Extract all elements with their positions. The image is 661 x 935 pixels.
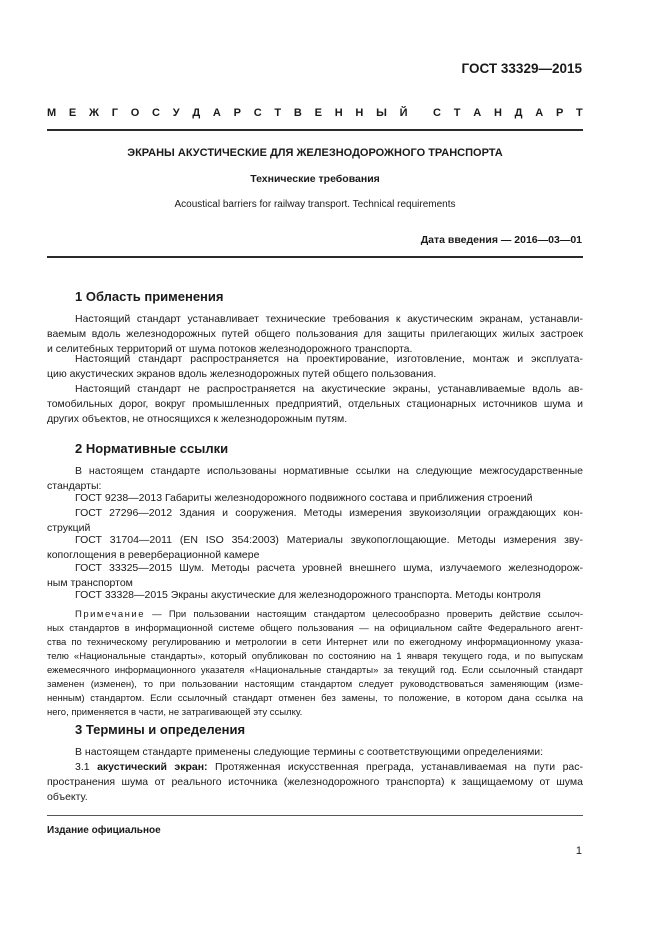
reference-gost-33325: ГОСТ 33325—2015 Шум. Методы расчета уровней внешнего шума, излучаемого железнодорож- <box>75 562 583 574</box>
note-line: ных стандартов в информационной системе общего пользования — на официальном сайте Федерального агент- <box>47 623 583 634</box>
page-number: 1 <box>575 845 582 857</box>
term-definition-line <box>75 760 583 775</box>
banner-letter: А <box>212 107 221 119</box>
banner-letter: Ы <box>376 107 387 119</box>
reference-gost-9238: ГОСТ 9238—2013 Габариты железнодорожного подвижного состава и приближения строений <box>75 492 533 504</box>
paragraph-line: других объектов, не относящихся к железнодорожным путям. <box>47 413 348 425</box>
section-1-heading: 1 Область применения <box>75 289 224 304</box>
banner-letter: Г <box>111 107 118 119</box>
banner-letter: Т <box>453 107 461 119</box>
note-line: ненным) стандартом. Если ссылочный стандарт отменен без замены, то положение, в котором дана ссылка на <box>47 693 583 704</box>
banner-letter: Д <box>192 107 201 119</box>
banner-letter: Е <box>68 107 77 119</box>
reference-gost-33328: ГОСТ 33328—2015 Экраны акустические для железнодорожного транспорта. Методы контроля <box>75 589 541 601</box>
paragraph-line: томобильных дорог, вокруг промышленных предприятий, отдельных стационарных источников шума и <box>47 398 583 410</box>
paragraph-line: цию акустических экранов вдоль железнодорожных путей общего пользования. <box>47 368 437 380</box>
banner-letter: С <box>152 107 160 119</box>
footer-rule <box>47 815 583 816</box>
term-number: 3.1 <box>75 761 90 773</box>
note-label: Примечание <box>75 609 145 620</box>
banner-letter: С <box>253 107 262 119</box>
official-edition-label: Издание официальное <box>47 825 161 836</box>
banner-letter: В <box>293 107 302 119</box>
banner-letter: Е <box>314 107 322 119</box>
banner-letter: Т <box>576 107 583 119</box>
banner-letter: Й <box>399 107 408 119</box>
paragraph-line: Настоящий стандарт устанавливает технические требования к акустическим экранам, устанавли- <box>75 313 583 325</box>
paragraph-line: стандарты: <box>47 480 102 492</box>
banner-letter: Ж <box>89 107 99 119</box>
banner-letter: Д <box>514 107 523 119</box>
banner-letter: Н <box>334 107 343 119</box>
standard-title: ЭКРАНЫ АКУСТИЧЕСКИЕ ДЛЯ ЖЕЛЕЗНОДОРОЖНОГО ТРАНСПОРТА <box>127 147 503 159</box>
banner-letter: А <box>535 107 544 119</box>
banner-letter: Н <box>355 107 364 119</box>
date-rule <box>47 256 583 258</box>
paragraph-line: В настоящем стандарте применены следующие термины с соответствующими определениями: <box>75 746 544 758</box>
paragraph-line: Настоящий стандарт распространяется на проектирование, изготовление, монтаж и эксплуата- <box>75 353 583 365</box>
banner-letter: О <box>130 107 140 119</box>
banner-letter: У <box>172 107 180 119</box>
document-number: ГОСТ 33329—2015 <box>461 61 582 76</box>
banner-letter: Р <box>233 107 241 119</box>
paragraph-line: и селитебных территорий от шума потоков железнодорожного транспорта. <box>47 343 413 355</box>
section-3-heading: 3 Термины и определения <box>75 722 246 737</box>
standard-subtitle: Технические требования <box>250 173 380 185</box>
banner-letter: А <box>473 107 482 119</box>
note-line <box>75 608 583 623</box>
banner-letter: Р <box>555 107 564 119</box>
banner-letter: Н <box>493 107 502 119</box>
date-of-introduction: Дата введения — 2016—03—01 <box>420 234 582 246</box>
banner-letter: Т <box>274 107 282 119</box>
english-title: Acoustical barriers for railway transport. Technical requirements <box>174 199 456 210</box>
paragraph-line: Настоящий стандарт не распространяется на акустические экраны, устанавливаемые вдоль ав- <box>75 383 583 395</box>
term-definition: Протяженная искусственная преграда, устанавливаемая на пути рас- <box>207 761 583 773</box>
paragraph-line: струкций <box>47 522 91 534</box>
header-rule <box>47 129 583 131</box>
note-line: ства по техническому регулированию и метрологии в сети Интернет или по ежегодному информационному указа- <box>47 637 583 648</box>
note-line: телю «Национальные стандарты», который опубликован по состоянию на 1 января текущего года, и по выпускам <box>47 651 583 662</box>
interstate-standard-banner <box>47 107 583 119</box>
banner-letter: М <box>47 107 57 119</box>
paragraph-line: В настоящем стандарте использованы нормативные ссылки на следующие межгосударственные <box>75 465 583 477</box>
paragraph-line: ваемым вдоль железнодорожных путей общего пользования для защиты прилегающих жилых застроек <box>47 328 583 340</box>
note-line: заменен (изменен), то при пользовании настоящим стандартом следует руководствоваться заменяющим (изме- <box>47 679 583 690</box>
paragraph-line: ным транспортом <box>47 577 133 589</box>
note-line: него, применяется в части, не затрагивающей эту ссылку. <box>47 707 303 718</box>
note-line: ежемесячного информационного указателя «Национальные стандарты» за текущий год. Если ссылочный стандарт <box>47 665 583 676</box>
banner-letter: С <box>433 107 441 119</box>
term-name: акустический экран: <box>97 761 208 773</box>
note-text: — При пользовании настоящим стандартом целесообразно проверить действие ссылоч- <box>145 609 583 620</box>
paragraph-line: объекту. <box>47 791 88 803</box>
reference-gost-31704: ГОСТ 31704—2011 (EN ISO 354:2003) Материалы звукопоглощающие. Методы измерения зву- <box>75 534 583 546</box>
paragraph-line: пространения шума от реального источника (железнодорожного транспорта) к защищаемому от шума <box>47 776 583 788</box>
paragraph-line: копоглощения в реверберационной камере <box>47 549 260 561</box>
reference-gost-27296: ГОСТ 27296—2012 Здания и сооружения. Методы измерения звукоизоляции ограждающих кон- <box>75 507 583 519</box>
section-2-heading: 2 Нормативные ссылки <box>75 441 229 456</box>
